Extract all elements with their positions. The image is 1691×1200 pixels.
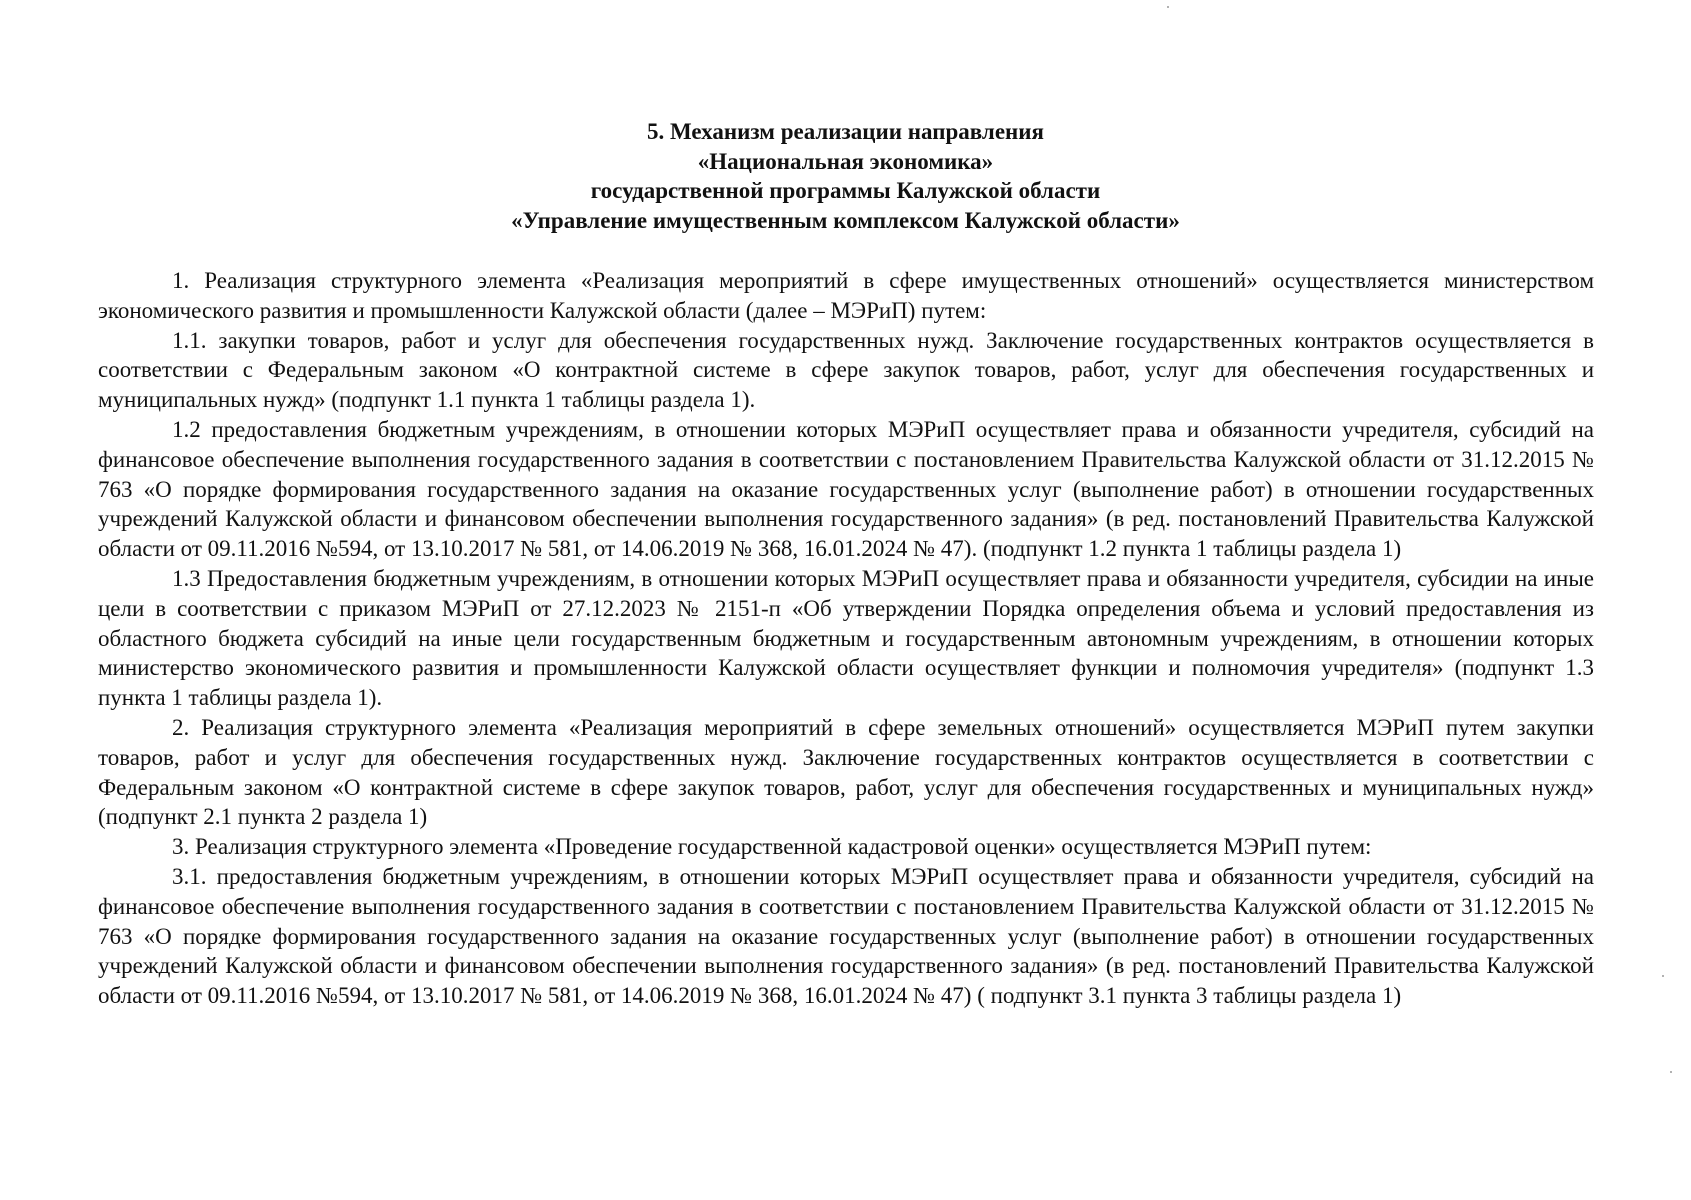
scan-speck — [1662, 975, 1664, 977]
paragraph-1: 1. Реализация структурного элемента «Реализация мероприятий в сфере имущественных отношений» осуществляется министерством экономического развития и промышленности Калужской области (далее – МЭРиП) путем: — [98, 268, 1594, 323]
heading-line-3: государственной программы Калужской области — [590, 178, 1101, 203]
document-body — [98, 266, 1594, 1011]
paragraph-1-2: 1.2 предоставления бюджетным учреждениям, в отношении которых МЭРиП осуществляет права и обязанности учредителя, субсидий на финансовое обеспечение выполнения государственного задания в соответствии с постановлением Правительства Калужской области от 31.12.2015 № 763 «О порядке формирования государственного задания на оказание государственных услуг (выполнение работ) в отношении государственных учреждений Калужской области и финансовом обеспечении выполнения государственного задания» (в ред. постановлений Правительства Калужской области от 09.11.2016 №594, от 13.10.2017 № 581, от 14.06.2019 № 368, 16.01.2024 № 47). (подпункт 1.2 пункта 1 таблицы раздела 1) — [98, 416, 1594, 562]
paragraph-1-1: 1.1. закупки товаров, работ и услуг для обеспечения государственных нужд. Заключение государственных контрактов осуществляется в соответствии с Федеральным законом «О контрактной системе в сфере закупок товаров, работ, услуг для обеспечения государственных и муниципальных нужд» (подпункт 1.1 пункта 1 таблицы раздела 1). — [98, 327, 1594, 413]
paragraph-2: 2. Реализация структурного элемента «Реализация мероприятий в сфере земельных отношений» осуществляется МЭРиП путем закупки товаров, работ и услуг для обеспечения государственных нужд. Заключение государственных контрактов осуществляется в соответствии с Федеральным законом «О контрактной системе в сфере закупок товаров, работ, услуг для обеспечения государственных и муниципальных нужд» (подпункт 2.1 пункта 2 раздела 1) — [98, 714, 1594, 830]
section-heading — [0, 117, 1691, 235]
paragraph-3-1: 3.1. предоставления бюджетным учреждениям, в отношении которых МЭРиП осуществляет права и обязанности учредителя, субсидий на финансовое обеспечение выполнения государственного задания в соответствии с постановлением Правительства Калужской области от 31.12.2015 № 763 «О порядке формирования государственного задания на оказание государственных услуг (выполнение работ) в отношении государственных учреждений Калужской области и финансовом обеспечении выполнения государственного задания» (в ред. постановлений Правительства Калужской области от 09.11.2016 №594, от 13.10.2017 № 581, от 14.06.2019 № 368, 16.01.2024 № 47) ( подпункт 3.1 пункта 3 таблицы раздела 1) — [98, 863, 1594, 1009]
heading-line-1: 5. Механизм реализации направления — [647, 119, 1044, 144]
paragraph-1-3: 1.3 Предоставления бюджетным учреждениям, в отношении которых МЭРиП осуществляет права и обязанности учредителя, субсидии на иные цели в соответствии с приказом МЭРиП от 27.12.2023 № 2151-п «Об утверждении Порядка определения объема и условий предоставления из областного бюджета субсидий на иные цели государственным бюджетным и государственным автономным учреждениям, в отношении которых министерство экономического развития и промышленности Калужской области осуществляет функции и полномочия учредителя» (подпункт 1.3 пункта 1 таблицы раздела 1). — [98, 565, 1594, 711]
paragraph-3: 3. Реализация структурного элемента «Проведение государственной кадастровой оценки» осуществляется МЭРиП путем: — [172, 834, 1372, 860]
scan-speck — [1167, 6, 1169, 8]
scan-speck — [1670, 1071, 1672, 1073]
heading-line-4: «Управление имущественным комплексом Калужской области» — [511, 207, 1180, 233]
heading-line-2: «Национальная экономика» — [697, 148, 994, 174]
